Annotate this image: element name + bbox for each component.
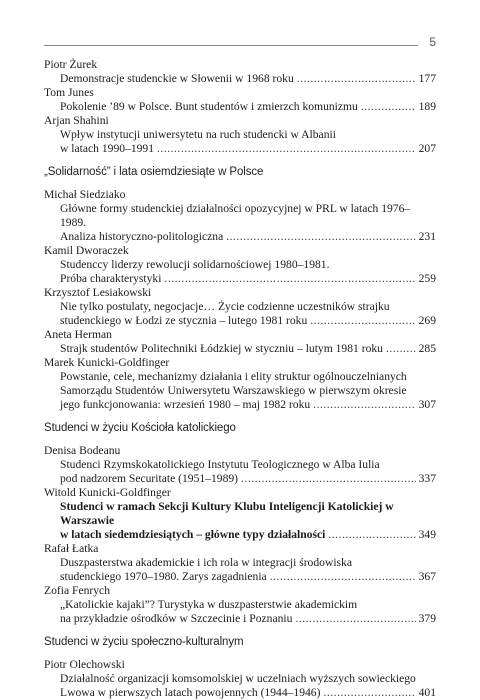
toc-entry: [44, 542, 436, 584]
dot-leader: [323, 686, 415, 700]
entry-author: Denisa Bodeanu: [44, 444, 121, 457]
entry-title-text: Nie tylko postulaty, negocjacje… Życie codzienne uczestników strajku: [60, 300, 390, 313]
dot-leader: [164, 272, 415, 286]
toc-entry: [44, 584, 436, 626]
entry-author: Witold Kunicki-Goldfinger: [44, 486, 171, 499]
toc-entry: [44, 188, 436, 244]
entry-title-line: [44, 398, 436, 412]
entry-title-line: [44, 230, 436, 244]
entry-title-line: [44, 612, 436, 626]
entry-page-number: 231: [418, 230, 436, 243]
entry-title-line: [44, 100, 436, 114]
entry-title-text: Pokolenie ’89 w Polsce. Bunt studentów i zmierzch komunizmu: [60, 100, 358, 113]
toc-entry: [44, 356, 436, 412]
entry-title-line: [44, 370, 436, 384]
page-number: 5: [429, 35, 436, 49]
entry-author: Krzysztof Lesiakowski: [44, 286, 152, 299]
entry-author: Rafał Łatka: [44, 542, 99, 555]
entry-author: Arjan Shahini: [44, 114, 109, 127]
entry-author: Michał Siedziako: [44, 188, 126, 201]
dot-leader: [386, 342, 416, 356]
toc-entry: [44, 486, 436, 542]
entry-title-line: [44, 258, 436, 272]
entry-title-text: pod nadzorem Securitate (1951–1989): [60, 472, 239, 485]
dot-leader: [270, 570, 416, 584]
entry-title-text: Analiza historyczno-politologiczna: [60, 230, 224, 243]
dot-leader: [157, 142, 416, 156]
entry-page-number: 207: [418, 142, 436, 155]
toc-entry: [44, 444, 436, 486]
entry-title-text: Główne formy studenckiej działalności opozycyjnej w PRL w latach 1976–1989.: [60, 202, 411, 229]
entry-title-line: [44, 472, 436, 486]
entry-author: Piotr Olechowski: [44, 658, 125, 671]
entry-title-line: [44, 342, 436, 356]
section-heading: Studenci w życiu Kościoła katolickiego: [44, 422, 236, 434]
entry-title-line: [44, 598, 436, 612]
entry-title-text: studenckiego w Łodzi ze stycznia – lutego 1981 roku: [60, 314, 308, 327]
entry-title-line: [44, 556, 436, 570]
table-of-contents: [44, 58, 436, 700]
entry-title-line: [44, 528, 436, 542]
entry-page-number: 337: [418, 472, 436, 485]
entry-title-line: [44, 202, 436, 230]
entry-title-text: w latach siedemdziesiątych – główne typy działalności: [60, 528, 326, 541]
entry-page-number: 349: [418, 528, 436, 541]
toc-entry: [44, 114, 436, 156]
entry-title-text: Strajk studentów Politechniki Łódzkiej w styczniu – lutym 1981 roku: [60, 342, 383, 355]
entry-page-number: 285: [418, 342, 436, 355]
entry-title-text: Studenci w ramach Sekcji Kultury Klubu Inteligencji Katolickiej w Warszawie: [60, 500, 394, 527]
entry-title-text: w latach 1990–1991: [60, 142, 155, 155]
entry-title-line: [44, 500, 436, 528]
entry-title-line: [44, 272, 436, 286]
entry-title-line: [44, 384, 436, 398]
entry-page-number: 367: [418, 570, 436, 583]
entry-page-number: 307: [418, 398, 436, 411]
entry-title-text: Demonstracje studenckie w Słowenii w 1968 roku: [60, 72, 294, 85]
section-heading: „Solidarność” i lata osiemdziesiąte w Polsce: [44, 166, 264, 178]
entry-page-number: 259: [418, 272, 436, 285]
entry-title-text: na przykładzie ośrodków w Szczecinie i Poznaniu: [60, 612, 293, 625]
entry-title-line: [44, 672, 436, 686]
entry-title-line: [44, 72, 436, 86]
toc-entry: [44, 58, 436, 86]
entry-author: Kamil Dworaczek: [44, 244, 129, 257]
dot-leader: [295, 612, 415, 626]
entry-page-number: 401: [418, 686, 436, 699]
entry-title-text: jego funkcjonowania: wrzesień 1980 – maj 1982 roku: [60, 398, 311, 411]
entry-title-text: Próba charakterystyki: [60, 272, 162, 285]
toc-entry: [44, 244, 436, 286]
dot-leader: [313, 398, 415, 412]
entry-title-line: [44, 314, 436, 328]
dot-leader: [241, 472, 416, 486]
toc-entry: [44, 328, 436, 356]
entry-title-line: [44, 300, 436, 314]
entry-title-text: studenckiego 1970–1980. Zarys zagadnienia: [60, 570, 267, 583]
entry-page-number: 189: [418, 100, 436, 113]
entry-author: Zofia Fenrych: [44, 584, 110, 597]
toc-entry: [44, 86, 436, 114]
entry-author: Tom Junes: [44, 86, 94, 99]
dot-leader: [297, 72, 416, 86]
toc-entry: [44, 658, 436, 700]
entry-title-text: Działalność organizacji komsomolskiej w uczelniach wyższych sowieckiego: [60, 672, 416, 685]
entry-title-text: „Katolickie kajaki”? Turystyka w duszpasterstwie akademickim: [60, 598, 358, 611]
entry-author: Aneta Herman: [44, 328, 112, 341]
entry-page-number: 177: [418, 72, 436, 85]
dot-leader: [361, 100, 416, 114]
toc-entry: [44, 286, 436, 328]
entry-title-line: [44, 570, 436, 584]
entry-title-line: [44, 142, 436, 156]
entry-title-text: Powstanie, cele, mechanizmy działania i elity struktur ogólnouczelnianych: [60, 370, 407, 383]
page-header: [44, 36, 436, 50]
entry-title-line: [44, 686, 436, 700]
dot-leader: [328, 528, 415, 542]
entry-title-text: Studenci Rzymskokatolickiego Instytutu Teologicznego w Alba Iulia: [60, 458, 380, 471]
header-rule: [44, 45, 418, 46]
entry-title-line: [44, 458, 436, 472]
dot-leader: [310, 314, 415, 328]
entry-page-number: 269: [418, 314, 436, 327]
dot-leader: [226, 230, 415, 244]
entry-title-text: Studenccy liderzy rewolucji solidarnościowej 1980–1981.: [60, 258, 330, 271]
entry-title-line: [44, 128, 436, 142]
section-heading: Studenci w życiu społeczno-kulturalnym: [44, 636, 244, 648]
entry-title-text: Samorządu Studentów Uniwersytetu Warszawskiego w pierwszym okresie: [60, 384, 407, 397]
entry-title-text: Duszpasterstwa akademickie i ich rola w integracji środowiska: [60, 556, 353, 569]
entry-author: Marek Kunicki-Goldfinger: [44, 356, 170, 369]
entry-title-text: Wpływ instytucji uniwersytetu na ruch studencki w Albanii: [60, 128, 336, 141]
entry-author: Piotr Żurek: [44, 58, 98, 71]
entry-page-number: 379: [418, 612, 436, 625]
entry-title-text: Lwowa w pierwszych latach powojennych (1944–1946): [60, 686, 321, 699]
